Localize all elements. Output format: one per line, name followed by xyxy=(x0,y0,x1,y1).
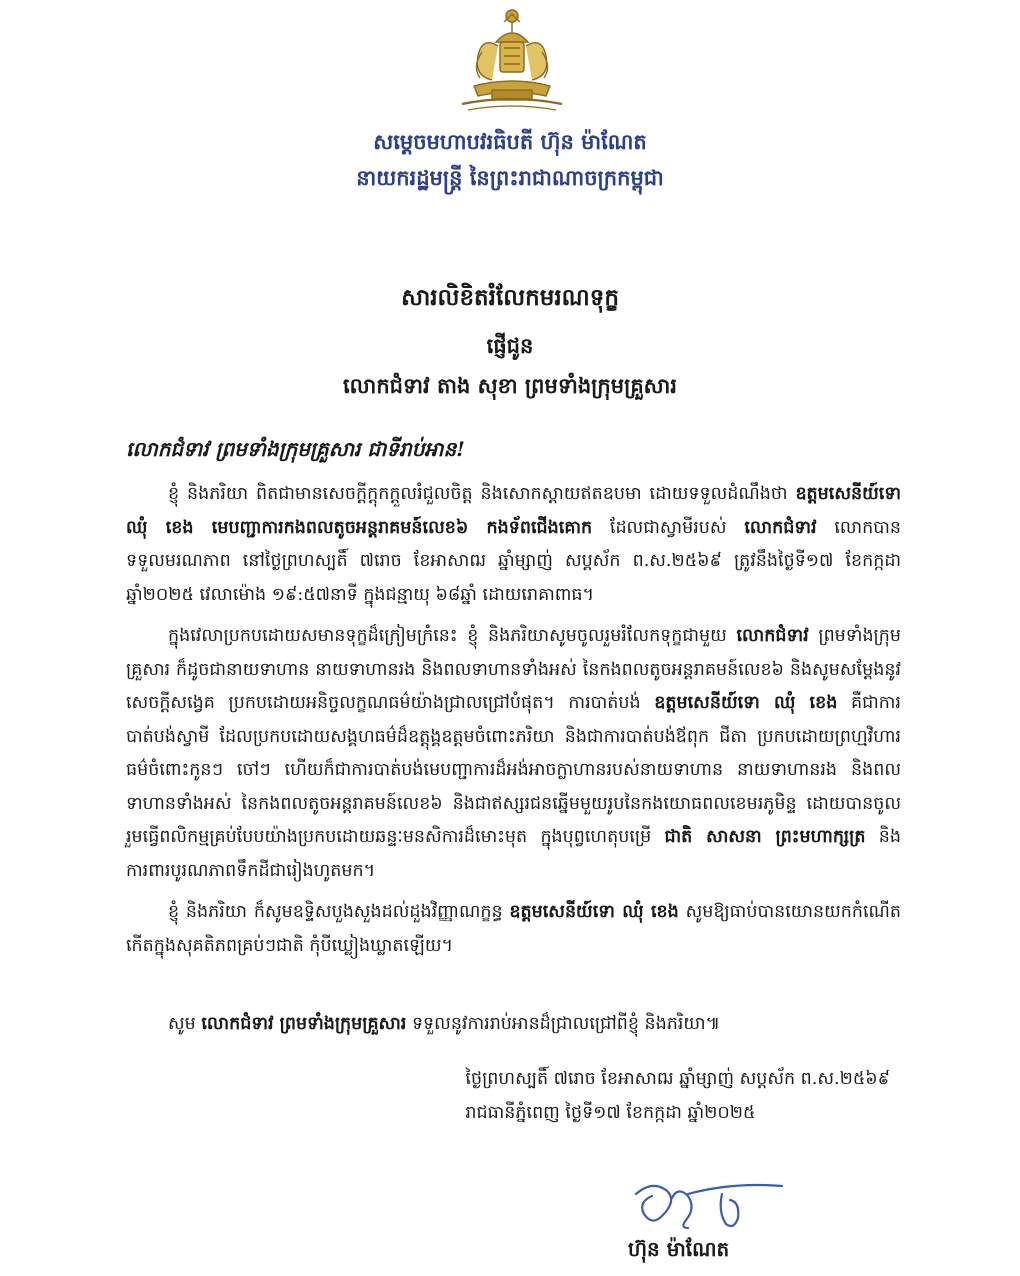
date-block xyxy=(465,1062,890,1130)
letter-heading xyxy=(0,276,1020,406)
letter-title: សារលិខិតរំលែកមរណទុក្ខ xyxy=(401,284,619,311)
signature-icon xyxy=(622,1172,802,1234)
p2-bold-title: លោកជំទាវ xyxy=(736,626,809,646)
recipient-name: លោកជំទាវ តាង សុខា ព្រមទាំងក្រុមគ្រួសារ xyxy=(343,373,677,398)
p3-bold-name: ឧត្តមសេនីយ៍ទោ ឈុំ ខេង xyxy=(509,902,679,922)
p1-text-e: លោកបានទទួលមរណភាព នៅថ្ងៃព្រហស្បតិ៍ ៧រោច ខែអាសាឍ ឆ្នាំម្សាញ់ សប្តស័ក ព.ស.២៥៦៩ ត្រូវនឹងថ្ងៃទី១៧ ខែកក្កដា ឆ្នាំ២០២៥ វេលាម៉ោង ១៩:៥៧នាទី ក្នុងជន្មាយុ ៦៨ឆ្នាំ ដោយរោគាពាធ។ xyxy=(126,517,902,605)
p2-bold-name: ឧត្តមសេនីយ៍ទោ ឈុំ ខេង xyxy=(654,693,838,713)
lunar-date: ថ្ងៃព្រហស្បតិ៍ ៧រោច ខែអាសាឍ ឆ្នាំម្សាញ់ សប្តស័ក ព.ស.២៥៦៩ xyxy=(465,1069,890,1089)
p1-text-a: ខ្ញុំ និងភរិយា ពិតជាមានសេចក្តីក្តុកក្តួលរំជួលចិត្ត និងសោកស្តាយឥតឧបមា ដោយទទួលដំណឹងថា xyxy=(168,484,788,504)
signer-name: ហ៊ុន ម៉ាណែត xyxy=(628,1237,730,1261)
p3-text-c: សូមឱ្យធាប់បានយោនយកកំណើតកើតក្នុងសុគតិភពគ្រប់ៗជាតិ កុំបីឃ្លៀងឃ្លាតឡើយ។ xyxy=(126,902,901,956)
closing-bold: លោកជំទាវ ព្រមទាំងក្រុមគ្រួសារ xyxy=(201,1014,407,1034)
paragraph-3 xyxy=(126,896,901,963)
gregorian-date: រាជធានីភ្នំពេញ ថ្ងៃទី១៧ ខែកក្កដា ឆ្នាំ២០២៥ xyxy=(465,1103,756,1123)
closing-c: ទទួលនូវការរាប់អានដ៏ជ្រាលជ្រៅពីខ្ញុំ និងភរិយា៕ xyxy=(406,1014,721,1034)
royal-emblem-icon xyxy=(452,6,572,114)
closing-line xyxy=(168,1012,720,1038)
p2-text-g: និងការពារបូរណភាពទឹកដីជារៀងហូតមក។ xyxy=(126,827,901,881)
p1-bold-name: ឧត្តមសេនីយ៍ទោ ឈុំ ខេង មេបញ្ជាការកងពលតូចអន្តរាគមន៍លេខ៦ កងទ័ពជើងគោក xyxy=(126,484,901,538)
closing-a: សូម xyxy=(168,1014,202,1034)
p3-text-a: ខ្ញុំ និងភរិយា ក៏សូមឧទ្ទិសបួងសួងដល់ដួងវិញ្ញាណក្ខន្ធ xyxy=(168,902,510,922)
paragraph-2 xyxy=(126,620,901,888)
p2-bold-motto: ជាតិ សាសនា ព្រះមហាក្សត្រ xyxy=(664,827,866,847)
p2-text-e: គឺជាការបាត់បង់ស្វាមី ដែលប្រកបដោយសង្គហធម៌ដ៏ឧត្តុង្គឧត្តមចំពោះភរិយា និងជាការបាត់បង់ឪពុក ជីតា ប្រកបដោយព្រហ្មវិហារធម៌ចំពោះកូនៗ ចៅៗ ហើយក៏ជាការបាត់បង់មេបញ្ជាការដ៏អង់អាចក្លាហានរបស់នាយទាហាន នាយទាហានរង និងពលទាហានទាំងអស់ នៃកងពលតូចអន្តរាគមន៍លេខ៦ និងជាឥស្សរជនឆ្នើមមួយរូបនៃកងយោធពលខេមរភូមិន្ទ ដោយបានចូលរួមធ្វើពលិកម្មគ្រប់បែបយ៉ាងប្រកបដោយឆន្ទៈមនសិការដ៏មោះមុត ក្នុងបុព្វហេតុបម្រើ xyxy=(126,693,901,847)
p1-text-c: ដែលជាស្វាមីរបស់ xyxy=(592,517,745,538)
p1-bold-title: លោកជំទាវ xyxy=(744,517,817,538)
letter-body xyxy=(126,478,901,971)
office-header xyxy=(0,124,1020,196)
p2-text-a: ក្នុងវេលាប្រកបដោយសមានទុក្ខដ៏ក្រៀមក្រំនេះ ខ្ញុំ និងភរិយាសូមចូលរួមរំលែកទុក្ខជាមួយ xyxy=(168,626,737,646)
salutation: លោកជំទាវ ព្រមទាំងក្រុមគ្រួសារ ជាទីរាប់អាន! xyxy=(126,437,465,461)
sent-to-label: ផ្ញើជូន xyxy=(486,333,534,358)
p2-text-c: ព្រមទាំងក្រុមគ្រួសារ ក៏ដូចជានាយទាហាន នាយទាហានរង និងពលទាហានទាំងអស់ នៃកងពលតូចអន្តរាគមន៍លេខ៦ និងសូមសម្តែងនូវសេចក្តីសង្វេគ ប្រកបដោយអនិច្ចលក្ខណធម៌យ៉ាងជ្រាលជ្រៅបំផុត។ ការបាត់បង់ xyxy=(126,626,901,713)
office-title: សម្តេចមហាបវរធិបតី ហ៊ុន ម៉ាណែត xyxy=(373,129,647,154)
office-subtitle: នាយករដ្ឋមន្ត្រី នៃព្រះរាជាណាចក្រកម្ពុជា xyxy=(356,165,664,190)
paragraph-1 xyxy=(126,478,901,612)
